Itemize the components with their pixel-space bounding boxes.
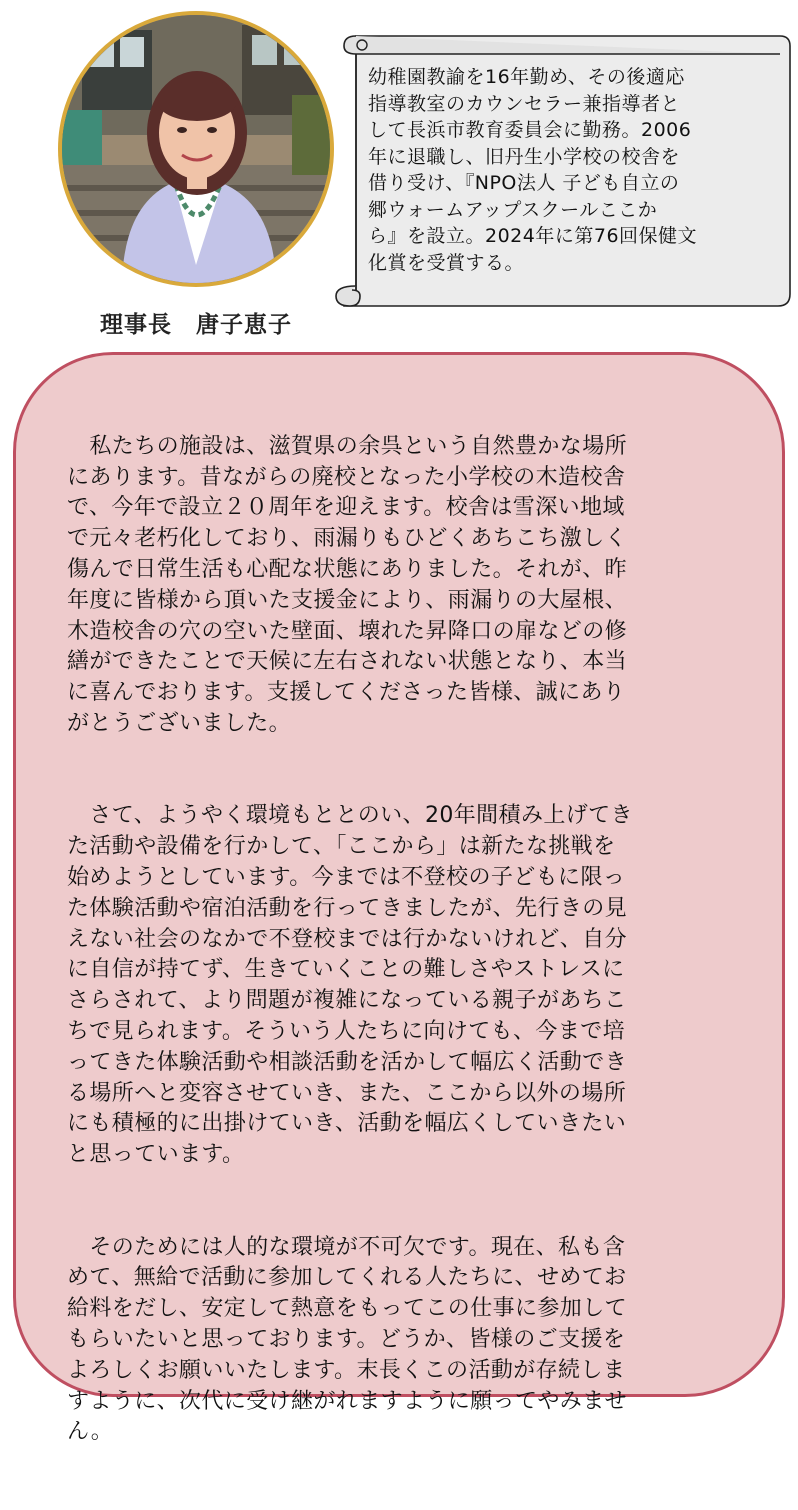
profile-photo xyxy=(58,11,334,287)
portrait-illustration xyxy=(62,15,330,283)
bio-text: 幼稚園教諭を16年勤め、その後適応 指導教室のカウンセラー兼指導者と して長浜市教育委員会に勤務。2006 年に退職し、旧丹生小学校の校舎を 借り受け、『NPO法人 子ども自立の 郷ウォームアップスクールここか ら』を設立。2024年に第76回保健文 化賞を受賞する。 xyxy=(368,66,698,274)
message-paragraph-2: さて、ようやく環境もととのい、20年間積み上げてき た活動や設備を行かして、「ここから」は新たな挑戦を 始めようとしています。今までは不登校の子どもに限っ た体験活動や宿泊活動を行ってきましたが、先行きの見 えない社会のなかで不登校までは行かないけれど、自分 に自信が持てず、生きていくことの難しさやストレスに さらされて、より問題が複雑になっている親子があちこ ちで見られます。そういう人たちに向けても、今まで培 ってきた体験活動や相談活動を活かして幅広く活動でき る場所へと変容させていき、また、ここから以外の場所 にも積極的に出掛けていき、活動を幅広くしていきたい と思っています。 xyxy=(67,803,633,1168)
name-caption: 理事長 唐子恵子 xyxy=(100,312,292,338)
message-paragraph-1: 私たちの施設は、滋賀県の余呉という自然豊かな場所 にあります。昔ながらの廃校となった小学校の木造校舎 で、今年で設立２０周年を迎えます。校舎は雪深い地域 で元々老朽化しており、雨漏りもひどくあちこち激しく 傷んで日常生活も心配な状態にありました。それが、昨 年度に皆様から頂いた支援金により、雨漏りの大屋根、 木造校舎の穴の空いた壁面、壊れた昇降口の扉などの修 繕ができたことで天候に左右されない状態となり、本当 に喜んでおります。支援してくださった皆様、誠にあり がとうございました。 xyxy=(67,433,628,736)
message-body xyxy=(67,401,727,1510)
message-paragraph-3: そのためには人的な環境が不可欠です。現在、私も含 めて、無給で活動に参加してくれる人たちに、せめてお 給料をだし、安定して熱意をもってこの仕事に参加して もらいたいと思っております。どうか、皆様のご支援を よろしくお願いいたします。末長くこの活動が存続しま すように、次代に受け継がれますように願ってやみませ ん。 xyxy=(67,1234,628,1445)
